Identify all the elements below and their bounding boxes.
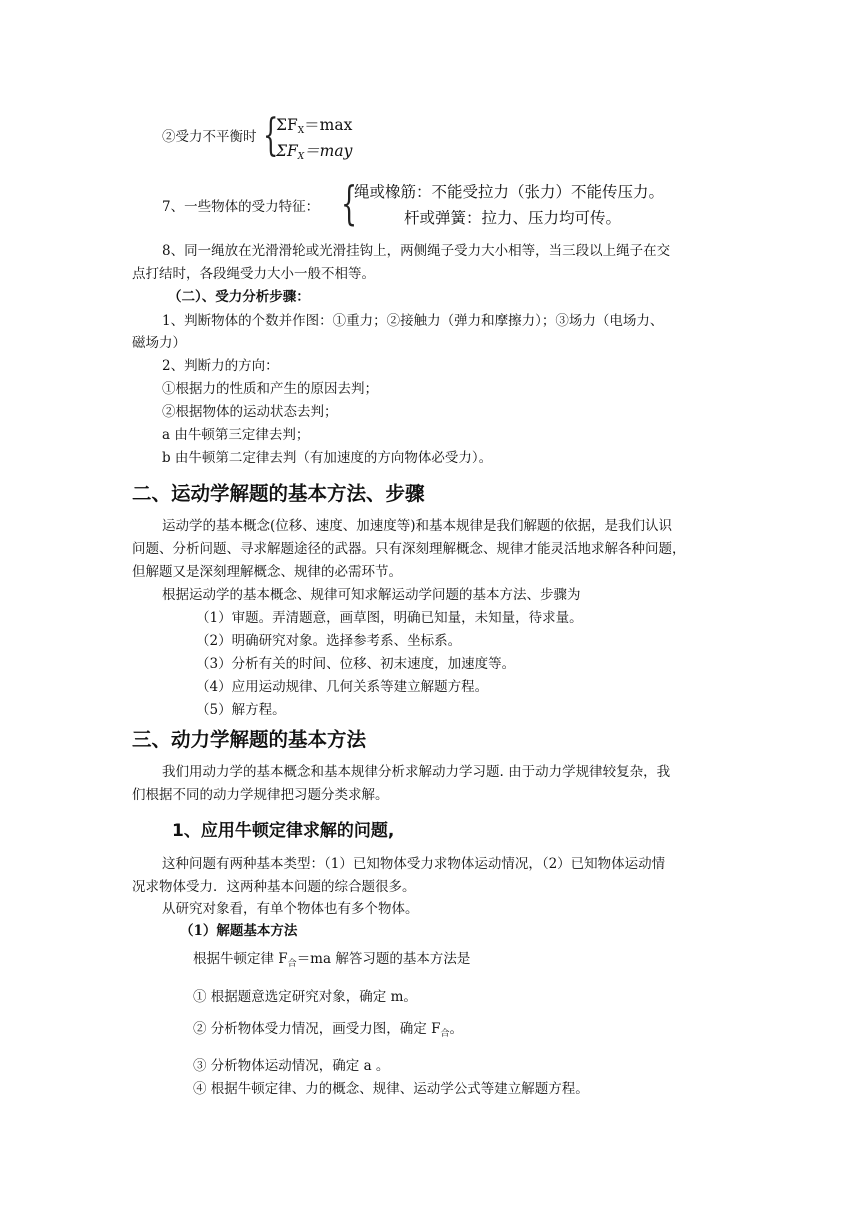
section2-p2: 根据运动学的基本概念、规律可知求解运动学问题的基本方法、步骤为	[162, 587, 581, 603]
item7-rod-line: 杆或弹簧：拉力、压力均可传。	[404, 209, 622, 227]
item7-label: 7、一些物体的受力特征：	[162, 199, 320, 215]
unbalanced-force-label: ②受力不平衡时	[162, 129, 257, 145]
section3-p2-line1: 这种问题有两种基本类型：（1）已知物体受力求物体运动情况，（2）已知物体运动情	[162, 856, 666, 872]
method-step-1: ① 根据题意选定研究对象，确定 m。	[193, 989, 417, 1005]
section2-step-4: （4）应用运动规律、几何关系等建立解题方程。	[196, 679, 489, 695]
steps-2a: ①根据力的性质和产生的原因去判；	[162, 381, 378, 397]
section3-p1-line2: 们根据不同的动力学规律把习题分类求解。	[132, 787, 389, 803]
section3-sub1-title: 1、应用牛顿定律求解的问题,	[172, 821, 395, 841]
method-step-2: ② 分析物体受力情况，画受力图，确定 $F_合$。	[193, 1021, 463, 1039]
formula-line-x: $\Sigma F_X=\max$	[276, 116, 353, 136]
steps-1-line1: 1、判断物体的个数并作图：①重力；②接触力（弹力和摩擦力）；③场力（电场力、	[162, 313, 664, 329]
formula-line-y: $\Sigma F_X=may$	[276, 142, 353, 162]
section2-title: 二、运动学解题的基本方法、步骤	[132, 482, 425, 505]
section2-step-5: （5）解方程。	[196, 702, 286, 718]
method-intro: 根据牛顿定律 $F_合=ma$ 解答习题的基本方法是	[193, 951, 471, 969]
formula-brace: {	[263, 110, 279, 161]
section2-p1-line3: 但解题又是深刻理解概念、规律的必需环节。	[132, 564, 402, 580]
item8-line1: 8、同一绳放在光滑滑轮或光滑挂钩上，两侧绳子受力大小相等，当三段以上绳子在交	[162, 243, 671, 259]
steps-2c: a 由牛顿第三定律去判；	[162, 427, 310, 443]
item7-brace: {	[341, 176, 358, 230]
steps-2: 2、判断力的方向：	[162, 358, 279, 374]
section3-p2-line2: 况求物体受力．这两种基本问题的综合题很多。	[132, 879, 416, 895]
section2-step-2: （2）明确研究对象。选择参考系、坐标系。	[196, 633, 462, 649]
method-heading: （1）解题基本方法	[180, 923, 298, 939]
section3-title: 三、动力学解题的基本方法	[132, 728, 367, 751]
section2-p1-line1: 运动学的基本概念(位移、速度、加速度等)和基本规律是我们解题的依据，是我们认识	[162, 518, 673, 534]
item7-rope-line: 绳或橡筋：不能受拉力（张力）不能传压力。	[354, 183, 665, 201]
method-step-4: ④ 根据牛顿定律、力的概念、规律、运动学公式等建立解题方程。	[193, 1081, 589, 1097]
steps-2d: b 由牛顿第二定律去判（有加速度的方向物体必受力）。	[162, 450, 493, 466]
section3-p3: 从研究对象看，有单个物体也有多个物体。	[162, 901, 419, 917]
section2-p1-line2: 问题、分析问题、寻求解题途径的武器。只有深刻理解概念、规律才能灵活地求解各种问题，	[132, 541, 686, 557]
section2-step-1: （1）审题。弄清题意，画草图，明确已知量，未知量，待求量。	[196, 610, 583, 626]
section2-step-3: （3）分析有关的时间、位移、初末速度，加速度等。	[196, 656, 516, 672]
steps-2b: ②根据物体的运动状态去判；	[162, 404, 338, 420]
item8-line2: 点打结时，各段绳受力大小一般不相等。	[132, 266, 375, 282]
steps-heading: （二）、受力分析步骤：	[168, 289, 310, 305]
section3-p1-line1: 我们用动力学的基本概念和基本规律分析求解动力学习题. 由于动力学规律较复杂，我	[162, 764, 671, 780]
method-step-3: ③ 分析物体运动情况，确定 a 。	[193, 1058, 390, 1074]
steps-1-line2: 磁场力）	[132, 335, 186, 351]
